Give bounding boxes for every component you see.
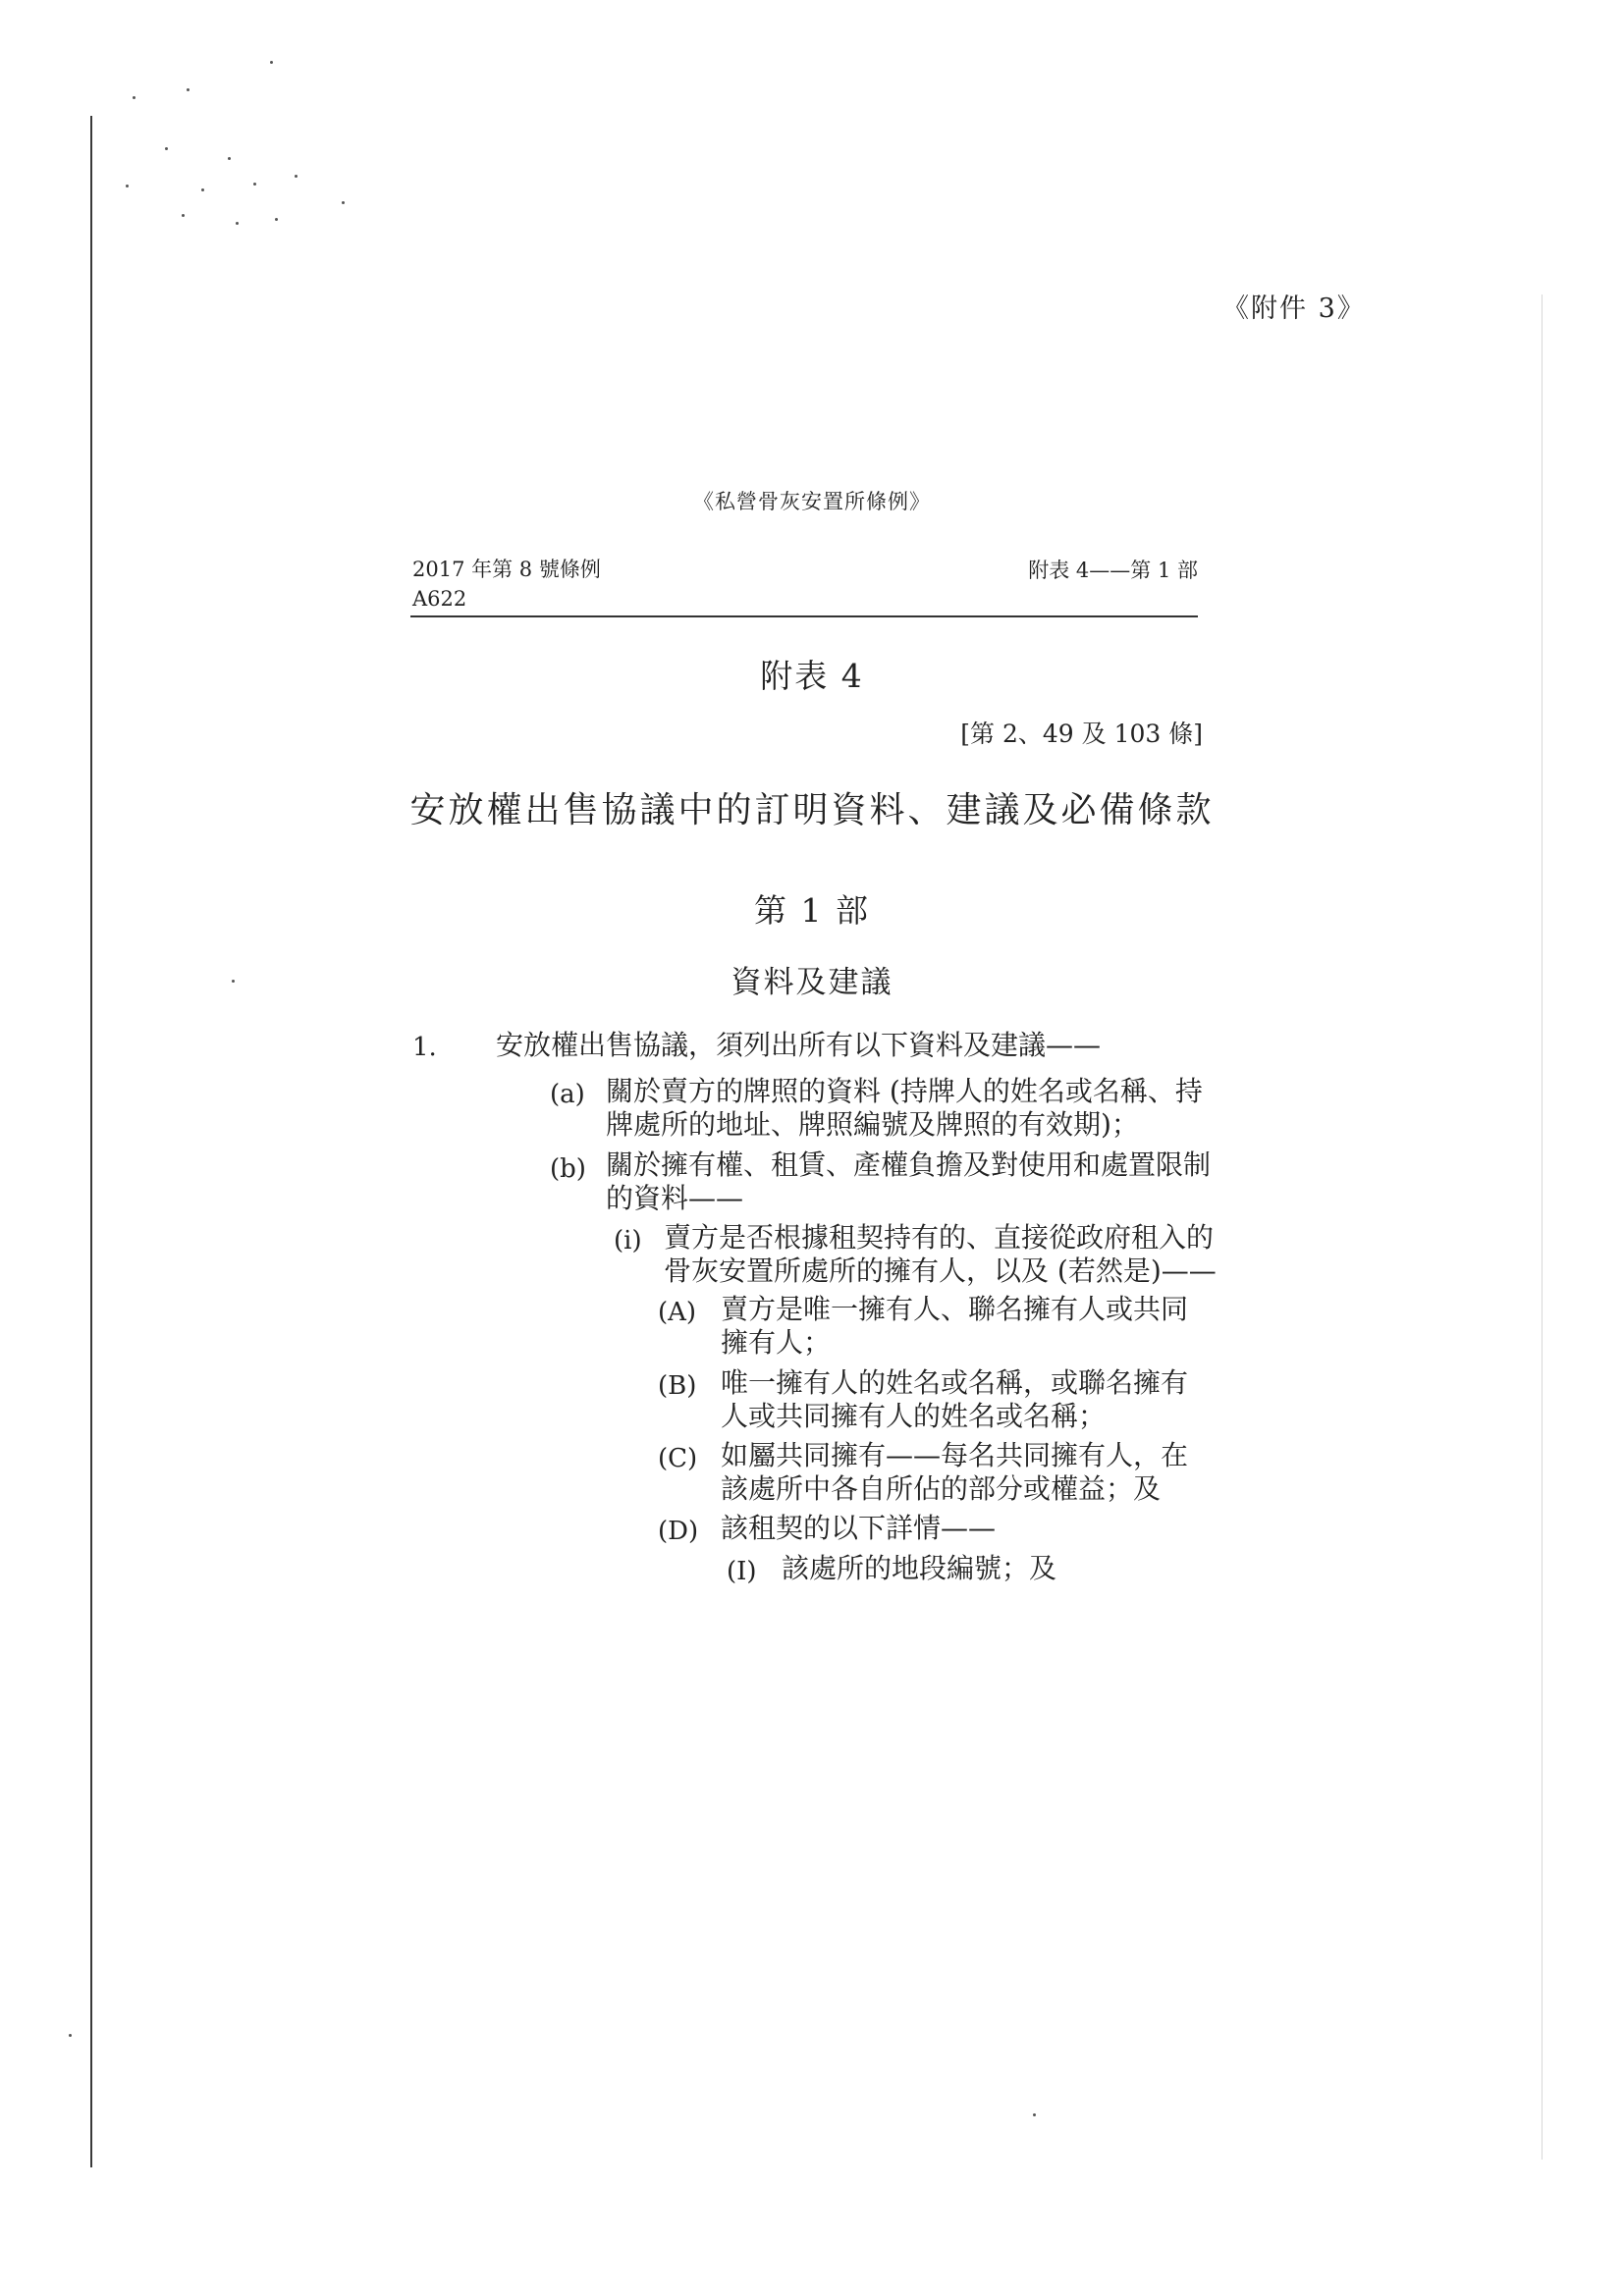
clause-D-text: 該租契的以下詳情—— <box>721 1512 997 1544</box>
scan-edge-left <box>90 116 92 2167</box>
clause-A-line-1: 賣方是唯一擁有人、聯名擁有人或共同 <box>721 1293 1189 1325</box>
sections-reference: [第 2、49 及 103 條] <box>960 720 1203 748</box>
clause-C-text <box>721 1439 1188 1506</box>
ordinance-number: 2017 年第 8 號條例 <box>412 558 601 581</box>
main-title: 安放權出售協議中的訂明資料、建議及必備條款 <box>409 790 1215 830</box>
clause-D-label: (D) <box>658 1517 699 1546</box>
scan-speck <box>275 218 278 221</box>
clause-B-line-1: 唯一擁有人的姓名或名稱，或聯名擁有 <box>721 1366 1189 1399</box>
scan-speck <box>182 214 185 217</box>
scan-speck <box>253 183 256 186</box>
scan-speck <box>342 201 345 204</box>
scan-edge-right <box>1542 294 1543 2160</box>
header-right: 附表 4——第 1 部 <box>1028 559 1198 582</box>
paragraph-a-label: (a) <box>550 1080 585 1109</box>
paragraph-b-label: (b) <box>550 1154 586 1184</box>
section-1-text: 安放權出售協議，須列出所有以下資料及建議—— <box>496 1029 1102 1061</box>
subparagraph-i-line-2: 骨灰安置所處所的擁有人，以及 (若然是)—— <box>664 1255 1217 1287</box>
paragraph-b-text <box>606 1148 1211 1215</box>
clause-A-line-2: 擁有人； <box>721 1326 832 1359</box>
scan-speck <box>165 147 168 150</box>
clause-A-text <box>721 1293 1188 1360</box>
scan-speck <box>201 188 204 191</box>
subparagraph-i-line-1: 賣方是否根據租契持有的、直接從政府租入的 <box>664 1221 1215 1254</box>
paragraph-a-line-2: 牌處所的地址、牌照編號及牌照的有效期)； <box>606 1108 1139 1141</box>
scan-speck <box>236 222 239 225</box>
clause-C-line-2: 該處所中各自所佔的部分或權益；及 <box>721 1472 1162 1505</box>
clause-B-label: (B) <box>658 1371 697 1401</box>
scan-speck <box>126 185 129 187</box>
paragraph-b-line-2: 的資料—— <box>606 1182 744 1214</box>
running-title: 《私營骨灰安置所條例》 <box>693 490 931 513</box>
scan-speck <box>187 88 189 91</box>
clause-B-line-2: 人或共同擁有人的姓名或名稱； <box>721 1400 1107 1432</box>
scan-speck <box>228 157 231 160</box>
scan-speck <box>1033 2113 1036 2116</box>
subclause-I-label: (I) <box>727 1557 757 1586</box>
clause-B-text <box>721 1366 1188 1433</box>
header-left <box>412 555 601 614</box>
part-number: 第 1 部 <box>754 891 870 930</box>
page-number: A622 <box>412 587 467 611</box>
annex-label: 《附件 3》 <box>1222 294 1366 324</box>
clause-A-label: (A) <box>658 1298 697 1327</box>
paragraph-b-line-1: 關於擁有權、租賃、產權負擔及對使用和處置限制 <box>606 1148 1212 1181</box>
scan-speck <box>133 96 135 99</box>
paragraph-a-text <box>606 1075 1203 1142</box>
clause-C-label: (C) <box>658 1444 698 1473</box>
paragraph-a-line-1: 關於賣方的牌照的資料 (持牌人的姓名或名稱、持 <box>606 1075 1203 1107</box>
section-1-label: 1. <box>412 1033 437 1062</box>
subclause-I-text: 該處所的地段編號；及 <box>782 1552 1057 1584</box>
scan-speck <box>295 175 298 178</box>
schedule-title: 附表 4 <box>760 657 864 695</box>
scan-speck <box>69 2034 72 2037</box>
header-rule <box>410 615 1198 617</box>
subparagraph-i-label: (i) <box>614 1226 642 1255</box>
clause-C-line-1: 如屬共同擁有——每名共同擁有人，在 <box>721 1439 1189 1471</box>
subparagraph-i-text <box>664 1221 1217 1288</box>
part-title: 資料及建議 <box>731 965 893 1000</box>
scan-speck <box>270 61 273 64</box>
